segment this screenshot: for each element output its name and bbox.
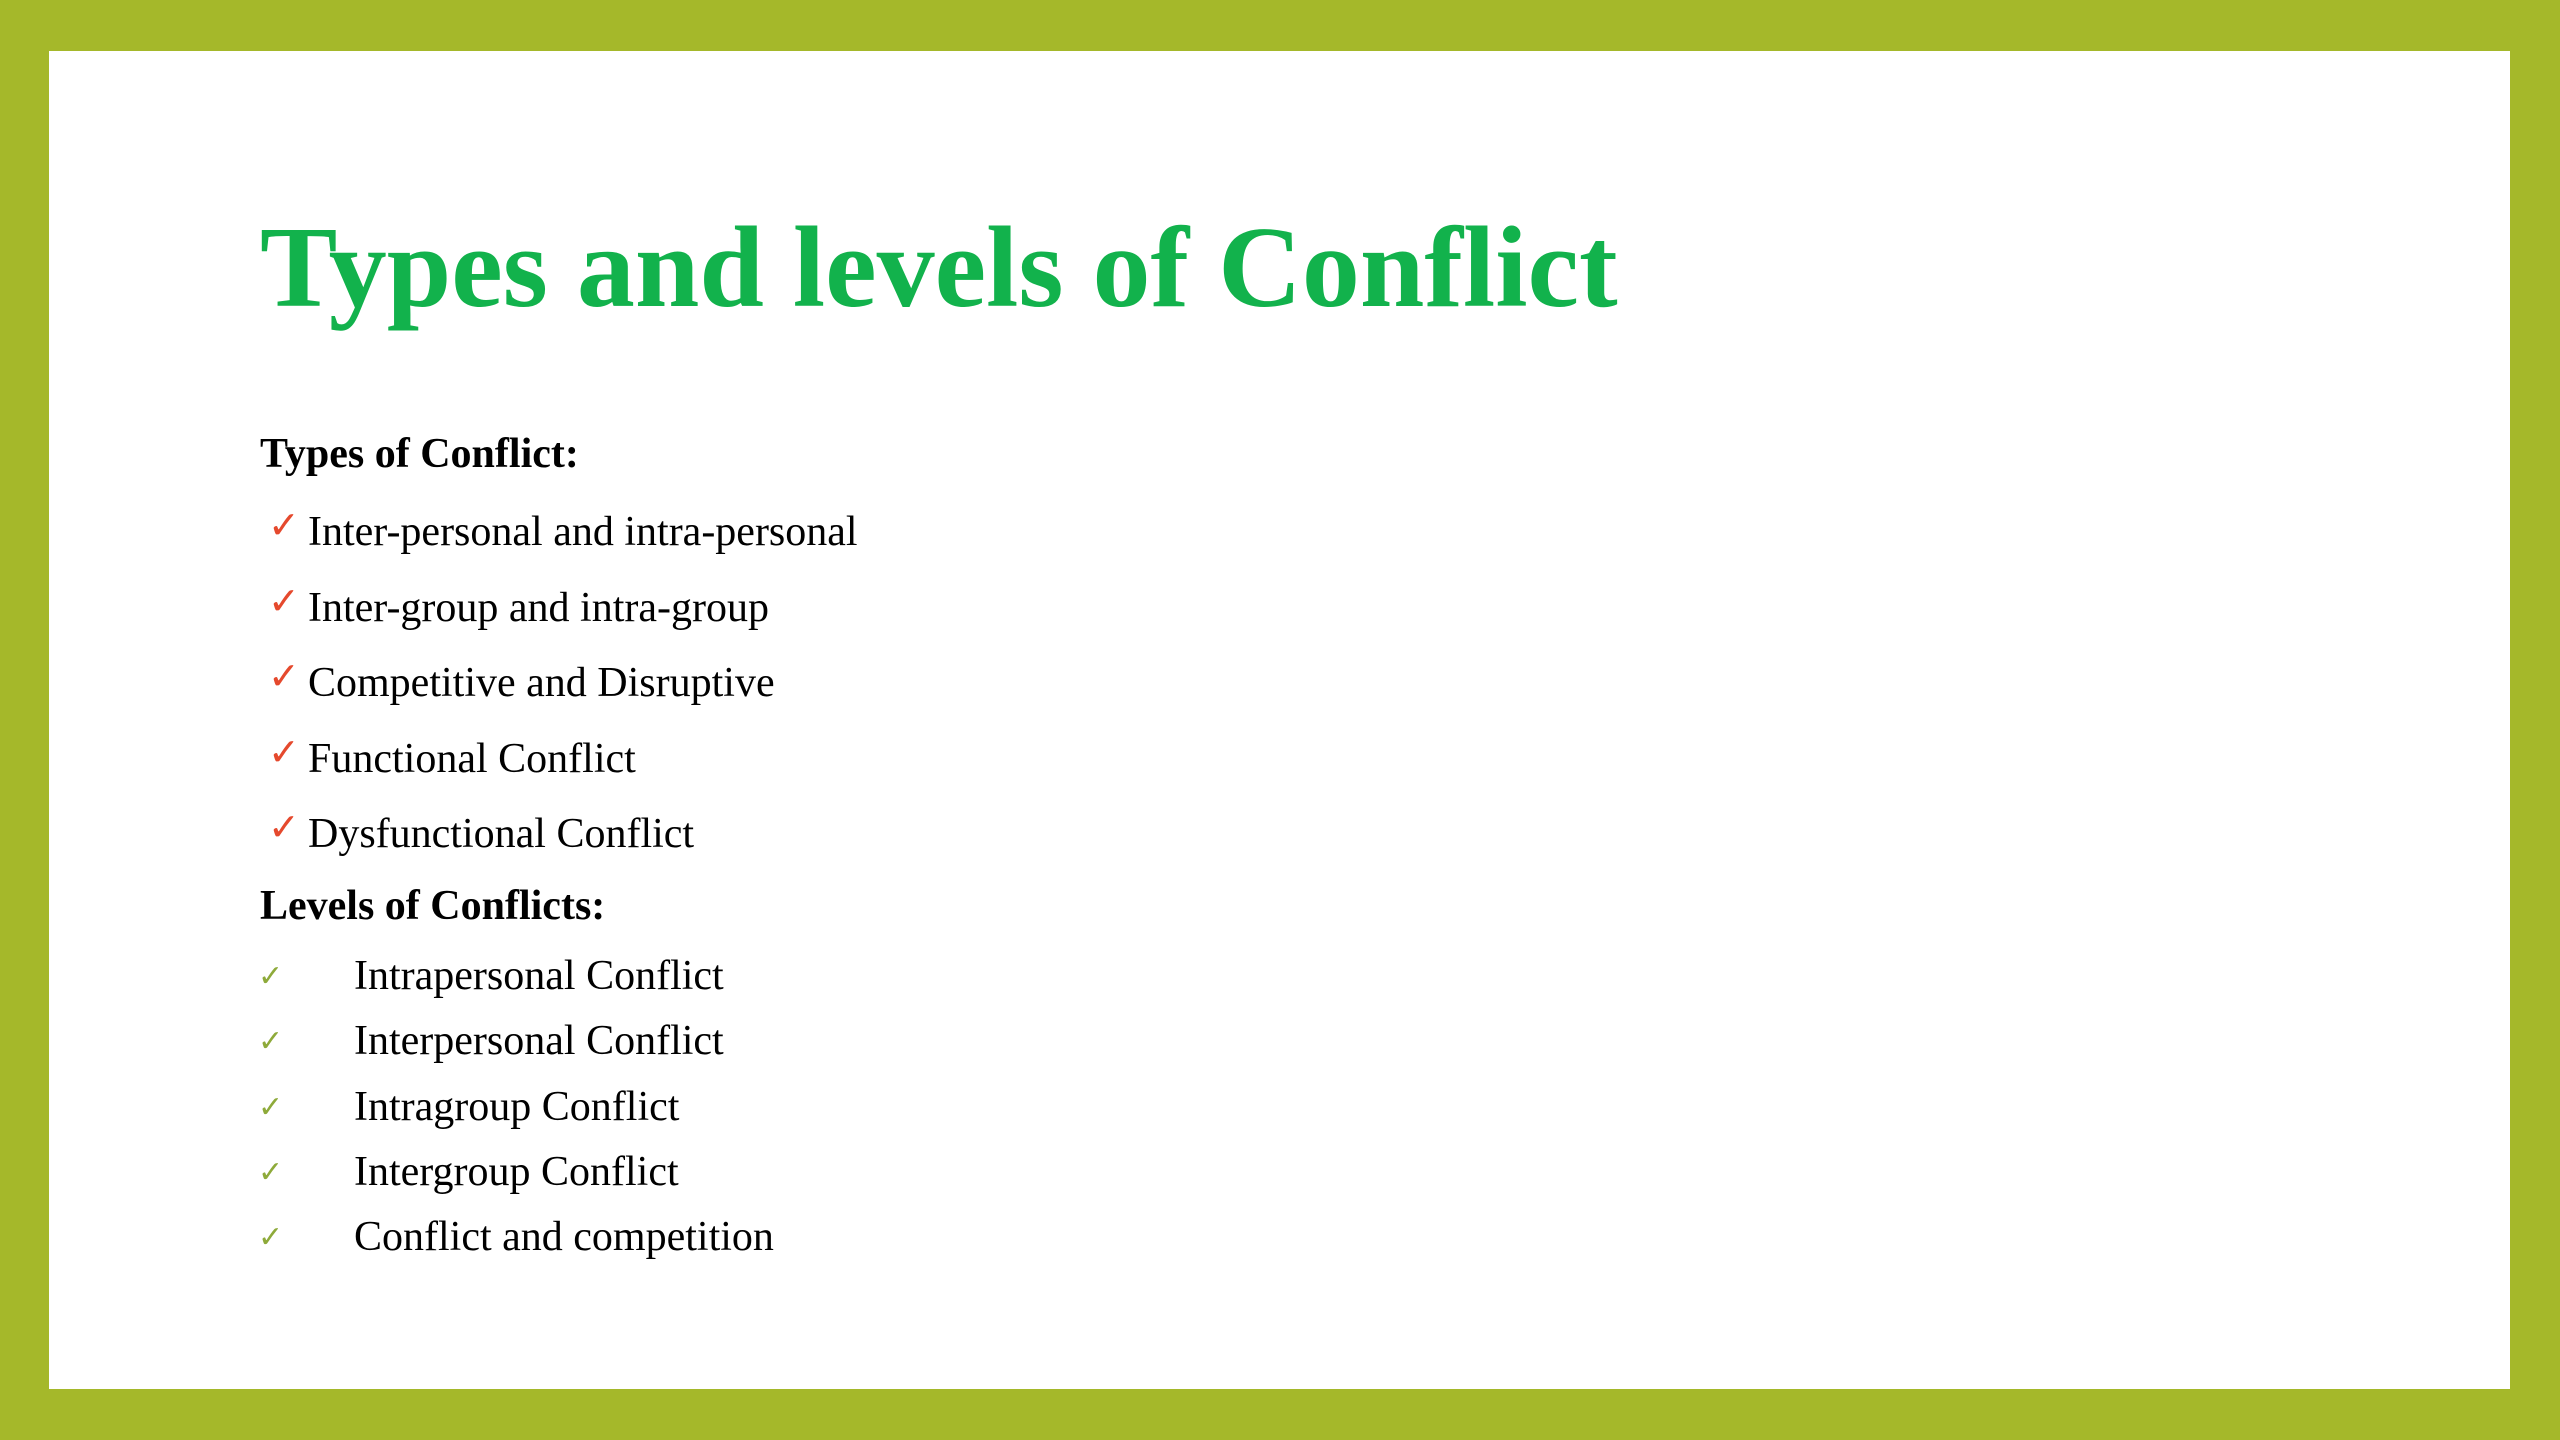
slide-title: Types and levels of Conflict — [260, 204, 1618, 332]
list-item-label: Interpersonal Conflict — [354, 1018, 724, 1065]
list-item — [268, 802, 858, 878]
list-item — [258, 1205, 774, 1270]
types-heading: Types of Conflict: — [260, 431, 579, 477]
checkmark-icon: ✓ — [258, 959, 284, 995]
list-item — [258, 944, 774, 1009]
checkmark-icon: ✓ — [268, 503, 300, 547]
checkmark-icon: ✓ — [258, 1089, 284, 1125]
list-item-label: Conflict and competition — [354, 1214, 774, 1261]
list-item — [268, 727, 858, 803]
checkmark-icon: ✓ — [258, 1024, 284, 1060]
checkmark-icon: ✓ — [268, 578, 300, 623]
types-list — [268, 500, 858, 878]
list-item — [258, 1009, 774, 1074]
list-item-label: Intergroup Conflict — [354, 1149, 679, 1196]
list-item — [268, 651, 858, 727]
list-item — [268, 576, 858, 652]
checkmark-icon: ✓ — [268, 729, 300, 774]
list-item-label: Intragroup Conflict — [354, 1083, 680, 1130]
list-item-label: Functional Conflict — [308, 735, 636, 782]
checkmark-icon: ✓ — [258, 1155, 284, 1191]
levels-heading: Levels of Conflicts: — [260, 883, 606, 929]
checkmark-icon: ✓ — [268, 805, 300, 849]
list-item — [268, 500, 858, 576]
list-item-label: Dysfunctional Conflict — [308, 811, 695, 857]
list-item-label: Inter-group and intra-group — [308, 584, 769, 631]
list-item — [258, 1140, 774, 1205]
list-item-label: Competitive and Disruptive — [308, 660, 775, 706]
checkmark-icon: ✓ — [268, 654, 300, 698]
list-item-label: Inter-personal and intra-personal — [308, 509, 858, 555]
list-item-label: Intrapersonal Conflict — [354, 953, 724, 1000]
checkmark-icon: ✓ — [258, 1220, 284, 1256]
levels-list — [258, 944, 774, 1270]
list-item — [258, 1075, 774, 1140]
